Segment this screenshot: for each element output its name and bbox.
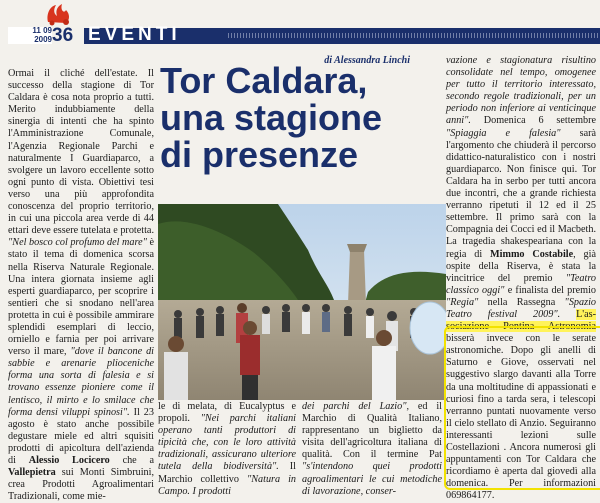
col2-quote-2: "Natura in Campo. I prodotti <box>158 473 297 497</box>
col4-paragraph-3: , già ospite della Riserva, è stata la vincitrice del premio <box>446 248 596 284</box>
col4-quote: vazione e stagionatura risultino consolidate nel tempo, omogenee per tutto il territorio interessato, secondo regole tradizionali, per un periodo non inferiore ai venticinque anni". <box>446 55 596 127</box>
col1-paragraph-5: sui Monti Simbruini, crea Prodotti Agroalimentari Tradizionali, come mie- <box>8 467 154 503</box>
col1-quote: "Nel bosco col profumo del mare" <box>8 237 147 249</box>
col3-quote: dei parchi del Lazio", <box>302 401 410 412</box>
article-title <box>160 62 435 173</box>
title-line-2: una stagione <box>160 97 383 138</box>
col4-quote-4: "Regia" <box>446 296 479 308</box>
article-column-2 <box>158 401 296 498</box>
article-column-1 <box>8 68 154 503</box>
col4-paragraph-4: e finalista del premio <box>507 284 597 296</box>
section-label: EVENTI <box>88 24 181 45</box>
col4-director-bold: Mimmo Costabile <box>490 248 574 260</box>
col1-name-bold: Alessio Locicero <box>28 455 110 466</box>
col1-quote-2: "dove il bancone di sabbie e arenarie plioceniche forma una sorta di falesia e si trovano essenze pioniere come il lentisco, il mirto e lo smilace che forma densi viluppi spinosi". <box>8 346 155 418</box>
col1-paragraph-4: che a <box>122 455 154 466</box>
col1-paragraph-2: è stato il tema di domenica scorsa nella Riserva Naturale Regionale. Una intera giornata insieme agli esperti guardiaparco, per scoprire i sentieri che si snodano nell'area protetta in cui è possibile ammirare splendidi esemplari di leccio, orniello e farnia per poi arrivare verso il mare, <box>8 237 155 358</box>
col4-paragraph-6: bisserà invece con le serate astronomiche. Dopo gli anelli di Saturno e Giove, osservati nel suggestivo slargo davanti alla Torre da una moltitudine di appassionati e curiosi fino a tarda sera, i telescopi verranno puntati nuovamente verso il cielo stellato di Anzio. Seguiranno interessanti lezioni sulle Costellazioni . Ancora numerosi gli appuntamenti con Tor Caldara che ricordiamo è aperta dal giovedì alla domenica. Per informazioni 069864177. <box>446 333 596 502</box>
col4-highlight-1: L'as- <box>576 308 596 320</box>
col1-place-bold: Vallepietra <box>8 467 56 479</box>
col4-quote-3: "Teatro classico oggi" <box>446 272 596 296</box>
crowd-photo <box>158 204 446 400</box>
col4-quote-2: "Spiaggia e falesia" <box>446 127 561 139</box>
col2-paragraph-2: Il Marchio collettivo <box>158 461 296 485</box>
issue-date-year: 2009 <box>34 34 52 44</box>
col4-paragraph: Domenica 6 settembre <box>483 115 597 127</box>
page-number: 36 <box>52 25 74 46</box>
issue-date <box>8 27 52 44</box>
magazine-logo <box>44 2 74 26</box>
highlight-marker-box <box>444 326 600 490</box>
col2-quote: "Nei parchi italiani operano tanti produttori di tipicità che, con le loro attività tradizionali, assicurano ulteriore tutela della biodiversità". <box>158 413 297 473</box>
byline: di Alessandra Linchi <box>324 55 410 66</box>
title-line-3: di presenze <box>160 134 359 175</box>
issue-date-day: 11 09 <box>32 26 52 35</box>
col1-paragraph-3: Il 23 agosto è stato anche possibile degustare miele ed altri squisiti prodotti di apicoltura dell'azienda di <box>8 406 154 466</box>
col4-quote-5: "Spazio Teatro festival 2009". <box>446 296 596 320</box>
col3-quote-2: "s'intendono quei prodotti agroalimentari le cui metodiche di lavorazione, conser- <box>302 461 442 497</box>
col4-paragraph-5: nella Rassegna <box>487 296 556 308</box>
title-line-1: Tor Caldara, <box>160 60 368 101</box>
col1-paragraph: Ormai il cliché dell'estate. Il successo della stagione di Tor Caldara è cosa nota proprio a tutti. Merito indubbiamente della sinergia di intenti che ha spinto l'Amministrazione Comunale, l'Agenzia Regionale Parchi e naturalmente I Guardiaparco, a svolgere un lavoro eccellente sotto ogni punto di vista. Obiettivi tesi verso una più approfondita conoscenza del proprio territorio, in cui una piccola area verde di 44 ettari deve essere tutelata e protetta. <box>8 68 154 237</box>
col3-paragraph: ed il Marchio di Qualità Italiano, rappresentano un biglietto da visita dell'agricoltura italiana di qualità. Con il termine Pat <box>302 401 442 461</box>
section-stripe <box>228 33 600 38</box>
col2-paragraph: le di melata, di Eucalyptus e propoli. <box>158 401 296 425</box>
col4-highlight-2: sociazione Pontina Astronomia <box>446 321 596 333</box>
article-column-3 <box>302 401 442 498</box>
col4-paragraph-2: sarà l'argomento che chiuderà il percorso didattico-naturalistico con i nostri guardiaparco. Non finisce qui. Tor Caldara ha in serbo per tutti ancora due incontri, che a grande richiesta verranno ripetuti il 12 ed il 25 settembre. Il primo sarà con la Compagnia dei Cocci ed il Macbeth. La tragedia shakespeariana con la regia di <box>446 127 597 260</box>
